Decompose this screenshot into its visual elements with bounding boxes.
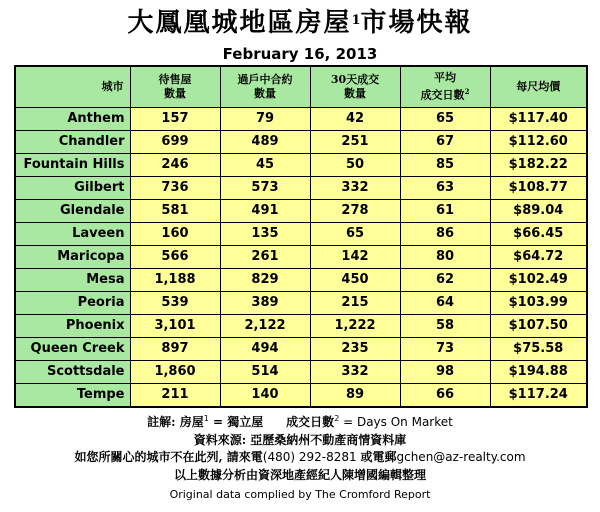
- note-contact: [0, 449, 600, 467]
- city-name: Queen Creek: [15, 338, 130, 361]
- header-avg-days-on-market: [400, 66, 490, 108]
- header-label-line: 過戶中合約: [237, 73, 293, 86]
- header-under-contract: [220, 66, 310, 108]
- table-row: [15, 269, 587, 292]
- for-sale-count: 581: [130, 200, 220, 223]
- for-sale-count: 736: [130, 177, 220, 200]
- under-contract-count: 135: [220, 223, 310, 246]
- under-contract-count: 140: [220, 384, 310, 408]
- header-row: [15, 66, 587, 108]
- for-sale-count: 699: [130, 131, 220, 154]
- sold-30-days-count: 65: [310, 223, 400, 246]
- note-house-label: 註解: 房屋: [147, 415, 204, 429]
- sold-30-days-count: 50: [310, 154, 400, 177]
- table-row: [15, 154, 587, 177]
- city-name: Maricopa: [15, 246, 130, 269]
- under-contract-count: 491: [220, 200, 310, 223]
- table-row: [15, 315, 587, 338]
- table-row: [15, 384, 587, 408]
- price-per-sqft: $102.49: [490, 269, 587, 292]
- table-row: [15, 177, 587, 200]
- contact-phone[interactable]: (480) 292-8281: [262, 450, 361, 464]
- avg-days-on-market: 63: [400, 177, 490, 200]
- under-contract-count: 514: [220, 361, 310, 384]
- header-label-line: 成交日數: [420, 88, 465, 102]
- table-row: [15, 338, 587, 361]
- avg-days-on-market: 62: [400, 269, 490, 292]
- price-per-sqft: $66.45: [490, 223, 587, 246]
- avg-days-on-market: 65: [400, 108, 490, 131]
- for-sale-count: 1,188: [130, 269, 220, 292]
- header-label-line: 每尺均價: [516, 80, 561, 93]
- table-row: [15, 246, 587, 269]
- for-sale-count: 246: [130, 154, 220, 177]
- header-sold-30-days: [310, 66, 400, 108]
- avg-days-on-market: 98: [400, 361, 490, 384]
- page-title: [0, 6, 600, 40]
- table-row: [15, 131, 587, 154]
- note-dom-label: 成交日數: [286, 415, 335, 429]
- avg-days-on-market: 66: [400, 384, 490, 408]
- header-label-line: 30天成交: [330, 73, 380, 86]
- avg-days-on-market: 80: [400, 246, 490, 269]
- header-price-per-sqft: [490, 66, 587, 108]
- city-name: Chandler: [15, 131, 130, 154]
- sold-30-days-count: 142: [310, 246, 400, 269]
- table-row: [15, 223, 587, 246]
- avg-days-on-market: 73: [400, 338, 490, 361]
- under-contract-count: 573: [220, 177, 310, 200]
- table-row: [15, 200, 587, 223]
- city-name: Scottsdale: [15, 361, 130, 384]
- note-data-source: 資料來源: 亞歷桑納州不動產商情資料庫: [193, 432, 407, 447]
- note-dom-sup: 2: [334, 414, 340, 423]
- sold-30-days-count: 251: [310, 131, 400, 154]
- table-header: [15, 66, 587, 108]
- for-sale-count: 157: [130, 108, 220, 131]
- under-contract-count: 2,122: [220, 315, 310, 338]
- city-name: Peoria: [15, 292, 130, 315]
- table-row: [15, 108, 587, 131]
- sold-30-days-count: 278: [310, 200, 400, 223]
- avg-days-on-market: 64: [400, 292, 490, 315]
- header-label-line: 數量: [254, 87, 276, 100]
- header-footnote-marker: 2: [464, 87, 470, 97]
- header-label-line: 城市: [101, 80, 124, 93]
- under-contract-count: 79: [220, 108, 310, 131]
- report-date: February 16, 2013: [222, 45, 378, 63]
- note-definitions: [0, 410, 600, 432]
- under-contract-count: 494: [220, 338, 310, 361]
- header-for-sale: [130, 66, 220, 108]
- price-per-sqft: $117.40: [490, 108, 587, 131]
- sold-30-days-count: 42: [310, 108, 400, 131]
- under-contract-count: 829: [220, 269, 310, 292]
- city-name: Laveen: [15, 223, 130, 246]
- table-body: [15, 108, 587, 408]
- price-per-sqft: $75.58: [490, 338, 587, 361]
- header-city: [15, 66, 130, 108]
- title-text-tail: 市場快報: [360, 8, 473, 38]
- avg-days-on-market: 85: [400, 154, 490, 177]
- sold-30-days-count: 215: [310, 292, 400, 315]
- sold-30-days-count: 235: [310, 338, 400, 361]
- city-name: Phoenix: [15, 315, 130, 338]
- sold-30-days-count: 332: [310, 361, 400, 384]
- note-house-sup: 1: [203, 414, 209, 423]
- title-footnote-marker: 1: [351, 13, 361, 28]
- sold-30-days-count: 89: [310, 384, 400, 408]
- under-contract-count: 45: [220, 154, 310, 177]
- contact-email[interactable]: gchen@az-realty.com: [396, 450, 526, 464]
- price-per-sqft: $108.77: [490, 177, 587, 200]
- sold-30-days-count: 450: [310, 269, 400, 292]
- price-per-sqft: $112.60: [490, 131, 587, 154]
- sold-30-days-count: 332: [310, 177, 400, 200]
- under-contract-count: 389: [220, 292, 310, 315]
- note-original-source: Original data complied by The Cromford Report: [169, 488, 431, 501]
- city-name: Tempe: [15, 384, 130, 408]
- avg-days-on-market: 67: [400, 131, 490, 154]
- avg-days-on-market: 86: [400, 223, 490, 246]
- for-sale-count: 566: [130, 246, 220, 269]
- note-editor: 以上數據分析由資深地產經紀人陳增國編輯整理: [173, 467, 426, 482]
- price-per-sqft: $103.99: [490, 292, 587, 315]
- market-table: [14, 65, 588, 408]
- note-house-def: = 獨立屋: [208, 415, 264, 429]
- city-name: Fountain Hills: [15, 154, 130, 177]
- price-per-sqft: $89.04: [490, 200, 587, 223]
- header-label-line: 待售屋: [158, 73, 192, 86]
- price-per-sqft: $182.22: [490, 154, 587, 177]
- city-name: Glendale: [15, 200, 130, 223]
- note-contact-text: 如您所關心的城市不在此列, 請來電: [74, 450, 263, 464]
- price-per-sqft: $64.72: [490, 246, 587, 269]
- city-name: Mesa: [15, 269, 130, 292]
- table-row: [15, 292, 587, 315]
- sold-30-days-count: 1,222: [310, 315, 400, 338]
- avg-days-on-market: 58: [400, 315, 490, 338]
- header-label-line: 數量: [164, 87, 186, 100]
- note-contact-or-email: 或電郵: [360, 450, 397, 464]
- under-contract-count: 261: [220, 246, 310, 269]
- header-label-line: 數量: [344, 87, 366, 100]
- for-sale-count: 211: [130, 384, 220, 408]
- city-name: Anthem: [15, 108, 130, 131]
- note-dom-def: = Days On Market: [339, 415, 453, 429]
- city-name: Gilbert: [15, 177, 130, 200]
- footnotes: [0, 410, 600, 504]
- table-row: [15, 361, 587, 384]
- price-per-sqft: $117.24: [490, 384, 587, 408]
- for-sale-count: 160: [130, 223, 220, 246]
- header-label-line: 平均: [434, 71, 456, 85]
- title-text: 大鳳凰城地區房屋: [127, 8, 352, 38]
- under-contract-count: 489: [220, 131, 310, 154]
- price-per-sqft: $194.88: [490, 361, 587, 384]
- price-per-sqft: $107.50: [490, 315, 587, 338]
- for-sale-count: 897: [130, 338, 220, 361]
- for-sale-count: 1,860: [130, 361, 220, 384]
- for-sale-count: 3,101: [130, 315, 220, 338]
- for-sale-count: 539: [130, 292, 220, 315]
- avg-days-on-market: 61: [400, 200, 490, 223]
